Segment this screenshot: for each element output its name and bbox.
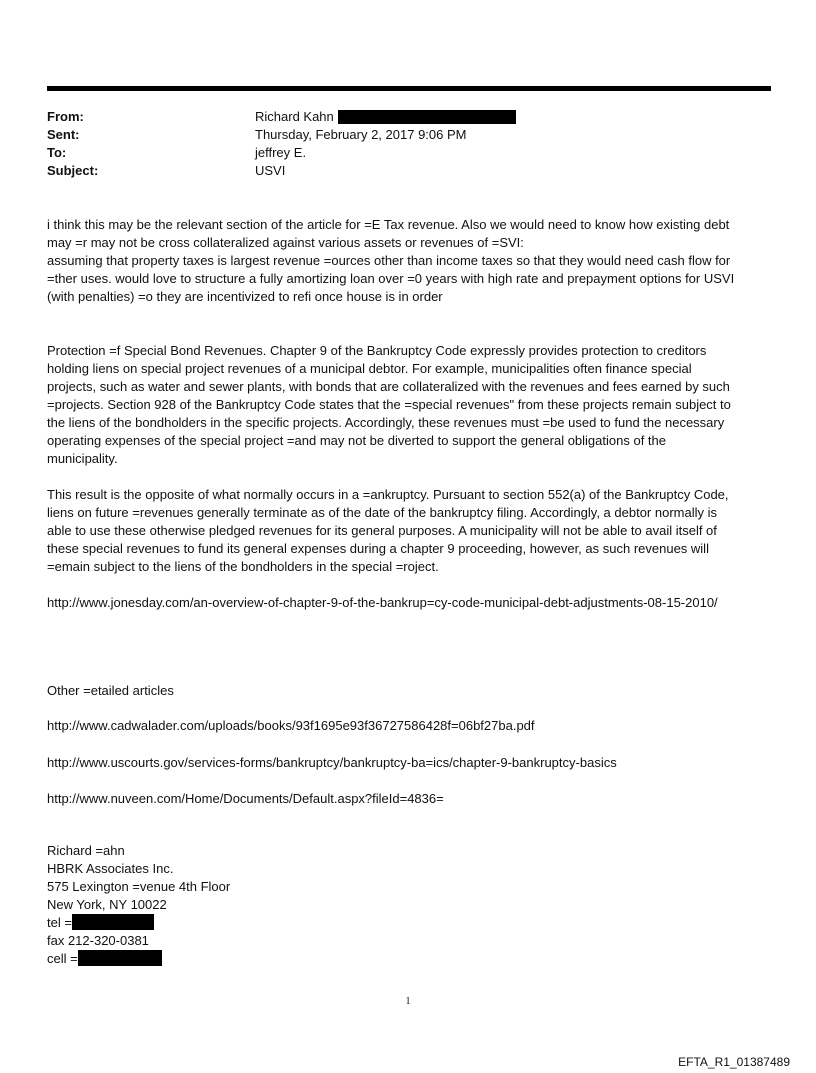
subject-value: USVI bbox=[255, 163, 286, 178]
uscourts-link[interactable]: http://www.uscourts.gov/services-forms/bankruptcy/bankruptcy-ba=ics/chapter-9-bankruptcy-basics bbox=[47, 755, 617, 770]
sent-label: Sent: bbox=[47, 127, 80, 142]
signature-tel bbox=[47, 914, 230, 932]
subject-row bbox=[47, 162, 771, 180]
signature-address-line2: New York, NY 10022 bbox=[47, 897, 167, 912]
paragraph-line: holding liens on special project revenues of a municipal debtor. For example, municipalities often finance special bbox=[47, 361, 692, 376]
from-row bbox=[47, 108, 771, 126]
to-row bbox=[47, 144, 771, 162]
intro-paragraph bbox=[47, 216, 775, 306]
signature-company: HBRK Associates Inc. bbox=[47, 861, 174, 876]
nuveen-link[interactable]: http://www.nuveen.com/Home/Documents/Default.aspx?fileId=4836= bbox=[47, 791, 444, 806]
signature-fax: fax 212-320-0381 bbox=[47, 933, 149, 948]
jonesday-link[interactable]: http://www.jonesday.com/an-overview-of-chapter-9-of-the-bankrup=cy-code-municipal-debt-adjustments-08-15-2010/ bbox=[47, 595, 718, 610]
intro-line: =ther uses. would love to structure a fully amortizing loan over =0 years with high rate and prepayment options for USVI bbox=[47, 271, 735, 286]
paragraph-line: Protection =f Special Bond Revenues. Chapter 9 of the Bankruptcy Code expressly provides protection to creditors bbox=[47, 343, 707, 358]
to-value: jeffrey E. bbox=[255, 145, 307, 160]
paragraph-line: municipality. bbox=[47, 451, 118, 466]
email-header bbox=[47, 108, 771, 180]
sent-row bbox=[47, 126, 771, 144]
result-paragraph bbox=[47, 486, 775, 576]
from-label: From: bbox=[47, 109, 84, 124]
redacted-tel bbox=[72, 914, 154, 930]
paragraph-line: liens on future =revenues generally terminate as of the date of the bankruptcy filing. Accordingly, a debtor normally is bbox=[47, 505, 717, 520]
paragraph-line: =projects. Section 928 of the Bankruptcy Code states that the =special revenues" from these projects remain subject to bbox=[47, 397, 731, 412]
tel-label: tel = bbox=[47, 915, 72, 930]
subject-label: Subject: bbox=[47, 163, 99, 178]
signature-cell bbox=[47, 950, 230, 968]
signature-address-line1: 575 Lexington =venue 4th Floor bbox=[47, 879, 231, 894]
intro-line: (with penalties) =o they are incentivized to refi once house is in order bbox=[47, 289, 443, 304]
document-id: EFTA_R1_01387489 bbox=[678, 1055, 790, 1069]
signature-block bbox=[47, 842, 230, 968]
intro-line: may =r may not be cross collateralized against various assets or revenues of =SVI: bbox=[47, 235, 524, 250]
intro-line: assuming that property taxes is largest revenue =ources other than income taxes so that they would need cash flow for bbox=[47, 253, 731, 268]
protection-paragraph bbox=[47, 342, 775, 468]
paragraph-line: projects, such as water and sewer plants, with bonds that are collateralized with the revenues and fees earned by such bbox=[47, 379, 730, 394]
paragraph-line: =emain subject to the liens of the bondholders in the special =roject. bbox=[47, 559, 439, 574]
paragraph-line: these special revenues to fund its general expenses during a chapter 9 proceeding, however, as such revenues will bbox=[47, 541, 709, 556]
redacted-cell bbox=[78, 950, 162, 966]
signature-name: Richard =ahn bbox=[47, 843, 125, 858]
intro-line: i think this may be the relevant section of the article for =E Tax revenue. Also we would need to know how existing debt bbox=[47, 217, 730, 232]
cell-label: cell = bbox=[47, 951, 78, 966]
from-value: Richard Kahn bbox=[255, 109, 334, 124]
other-articles-label: Other =etailed articles bbox=[47, 683, 174, 698]
paragraph-line: operating expenses of the special project =and may not be diverted to support the general obligations of the bbox=[47, 433, 666, 448]
header-divider bbox=[47, 86, 771, 91]
paragraph-line: This result is the opposite of what normally occurs in a =ankruptcy. Pursuant to section 552(a) of the Bankruptcy Code, bbox=[47, 487, 729, 502]
page-number: 1 bbox=[405, 996, 411, 1007]
paragraph-line: able to use these otherwise pledged revenues for its general purposes. A municipality will not be able to avail itself of bbox=[47, 523, 717, 538]
to-label: To: bbox=[47, 145, 67, 160]
cadwalader-link[interactable]: http://www.cadwalader.com/uploads/books/93f1695e93f36727586428f=06bf27ba.pdf bbox=[47, 718, 535, 733]
redacted-email bbox=[338, 110, 516, 124]
paragraph-line: the liens of the bondholders in the specific projects. Accordingly, these revenues must =be used to fund the necessary bbox=[47, 415, 725, 430]
sent-value: Thursday, February 2, 2017 9:06 PM bbox=[255, 127, 467, 142]
